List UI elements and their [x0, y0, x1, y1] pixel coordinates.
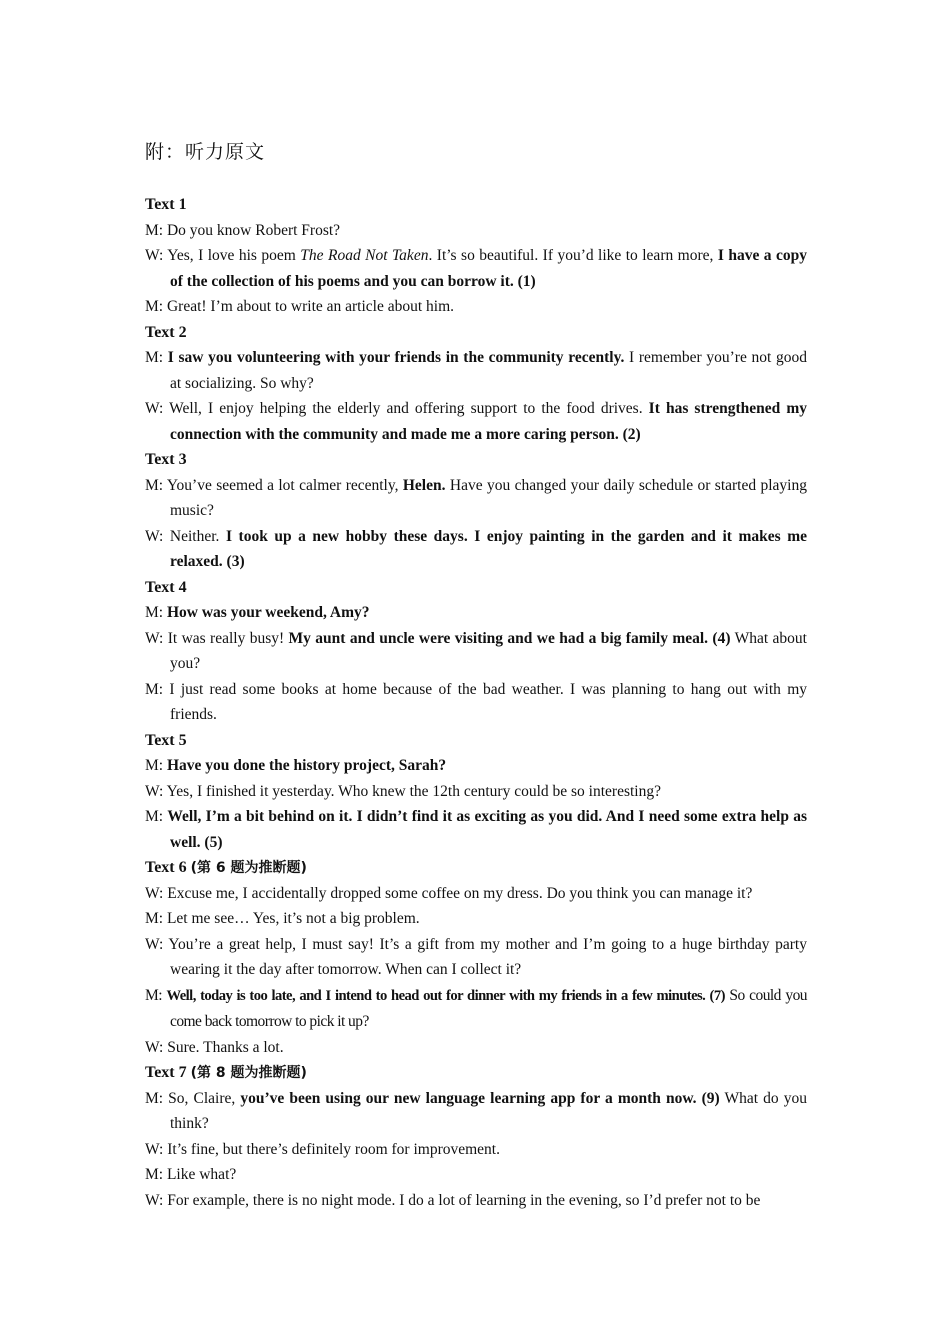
line-text: M: [145, 349, 168, 366]
section-title-text: Text 3 [145, 451, 187, 468]
page-heading: 附：听力原文 [145, 141, 266, 163]
dialogue-line [145, 779, 807, 805]
line-text: W: It’s fine, but there’s definitely room for improvement. [145, 1140, 500, 1158]
bold-text: It has strengthened my connection with the community and made me a more caring person. (2) [170, 400, 807, 443]
bold-text: Well, I’m a bit behind on it. I didn’t find it as exciting as you did. And I need some extra help as well. (5) [167, 808, 807, 851]
line-text: M: I just read some books at home because of the bad weather. I was planning to hang out with my friends. [145, 680, 807, 723]
bold-text: Have you done the history project, Sarah? [166, 757, 447, 774]
line-text: W: Sure. Thanks a lot. [145, 1038, 284, 1056]
line-text: W: It was really busy! [145, 629, 289, 647]
dialogue-line [145, 1086, 807, 1137]
line-text: M: [145, 986, 167, 1004]
text-section [145, 575, 807, 728]
line-text: W: Well, I enjoy helping the elderly and offering support to the food drives. [145, 400, 649, 417]
dialogue-line [145, 1137, 807, 1163]
italic-title: The Road Not Taken [300, 247, 429, 264]
line-text: So could you come back tomorrow to pick it up? [170, 986, 807, 1030]
dialogue-line [145, 932, 807, 983]
dialogue-line [145, 473, 807, 524]
line-text: M: Great! I’m about to write an article about him. [145, 298, 455, 315]
dialogue-line [145, 753, 807, 779]
dialogue-line [145, 881, 807, 907]
section-title-text: Text 5 [145, 731, 187, 749]
section-title [145, 320, 807, 346]
dialogue-line [145, 626, 807, 677]
dialogue-line [145, 345, 807, 396]
dialogue-line [145, 600, 807, 626]
section-title [145, 1060, 807, 1086]
line-text: W: Neither. [145, 527, 226, 545]
dialogue-line [145, 218, 807, 244]
section-title [145, 855, 807, 881]
dialogue-line [145, 1035, 807, 1061]
bold-text: Well, today is too late, and I intend to head out for dinner with my friends in a few minutes. (7) [166, 987, 725, 1004]
dialogue-line [145, 983, 807, 1035]
line-text: M: [145, 808, 168, 825]
dialogue-line [145, 396, 807, 447]
text-section [145, 447, 807, 575]
dialogue-line [145, 677, 807, 728]
line-text: . It’s so beautiful. If you’d like to learn more, [428, 247, 718, 264]
line-text: Have you changed your daily schedule or started playing music? [170, 476, 807, 519]
section-title [145, 192, 807, 218]
line-text: M: [145, 604, 167, 621]
section-note: (第 8 题为推断题) [190, 1065, 307, 1081]
section-title-text: Text 1 [145, 196, 187, 213]
line-text: What about you? [170, 629, 807, 672]
line-text: W: Yes, I love his poem [145, 247, 301, 264]
line-text: M: Let me see… Yes, it’s not a big problem. [145, 910, 420, 927]
line-text: What do you think? [170, 1089, 807, 1132]
line-text: W: For example, there is no night mode. I do a lot of learning in the evening, so I’d prefer not to be [145, 1191, 761, 1209]
bold-text: I took up a new hobby these days. I enjoy painting in the garden and it makes me relaxed. (3) [170, 527, 808, 570]
transcript-body [145, 192, 807, 1213]
text-section [145, 855, 807, 1060]
text-section [145, 1060, 807, 1213]
line-text: W: You’re a great help, I must say! It’s a gift from my mother and I’m going to a huge birthday party wearing it the day after tomorrow. When can I collect it? [145, 935, 807, 978]
bold-text: My aunt and uncle were visiting and we had a big family meal. (4) [288, 629, 731, 647]
line-text: M: You’ve seemed a lot calmer recently, [145, 476, 403, 494]
dialogue-line [145, 294, 807, 320]
line-text: I remember you’re not good at socializing. So why? [170, 349, 807, 392]
line-text: M: [145, 757, 167, 774]
dialogue-line [145, 1162, 807, 1188]
section-title-text: Text 2 [145, 323, 187, 341]
section-title [145, 728, 807, 754]
text-section [145, 728, 807, 856]
line-text: M: Like what? [145, 1166, 237, 1183]
bold-text: I saw you volunteering with your friends in the community recently. [167, 349, 625, 366]
bold-text: I have a copy of the collection of his poems and you can borrow it. (1) [170, 247, 807, 290]
bold-text: How was your weekend, Amy? [166, 604, 370, 621]
line-text: W: Excuse me, I accidentally dropped some coffee on my dress. Do you think you can manage it? [145, 884, 753, 902]
bold-text: you’ve been using our new language learning app for a month now. (9) [240, 1089, 720, 1107]
dialogue-line [145, 1188, 807, 1214]
section-title-text: Text 4 [145, 578, 187, 596]
bold-text: Helen. [402, 476, 446, 494]
dialogue-line [145, 524, 807, 575]
section-title-text: Text 7 [145, 1064, 187, 1081]
text-section [145, 192, 807, 320]
dialogue-line [145, 243, 807, 294]
dialogue-line [145, 804, 807, 855]
section-note: (第 6 题为推断题) [190, 860, 307, 876]
section-title [145, 575, 807, 601]
line-text: M: So, Claire, [145, 1089, 241, 1107]
line-text: W: Yes, I finished it yesterday. Who knew the 12th century could be so interesting? [145, 782, 661, 800]
dialogue-line [145, 906, 807, 932]
section-title-text: Text 6 [145, 859, 187, 876]
section-title [145, 447, 807, 473]
line-text: M: Do you know Robert Frost? [145, 221, 341, 239]
text-section [145, 320, 807, 448]
